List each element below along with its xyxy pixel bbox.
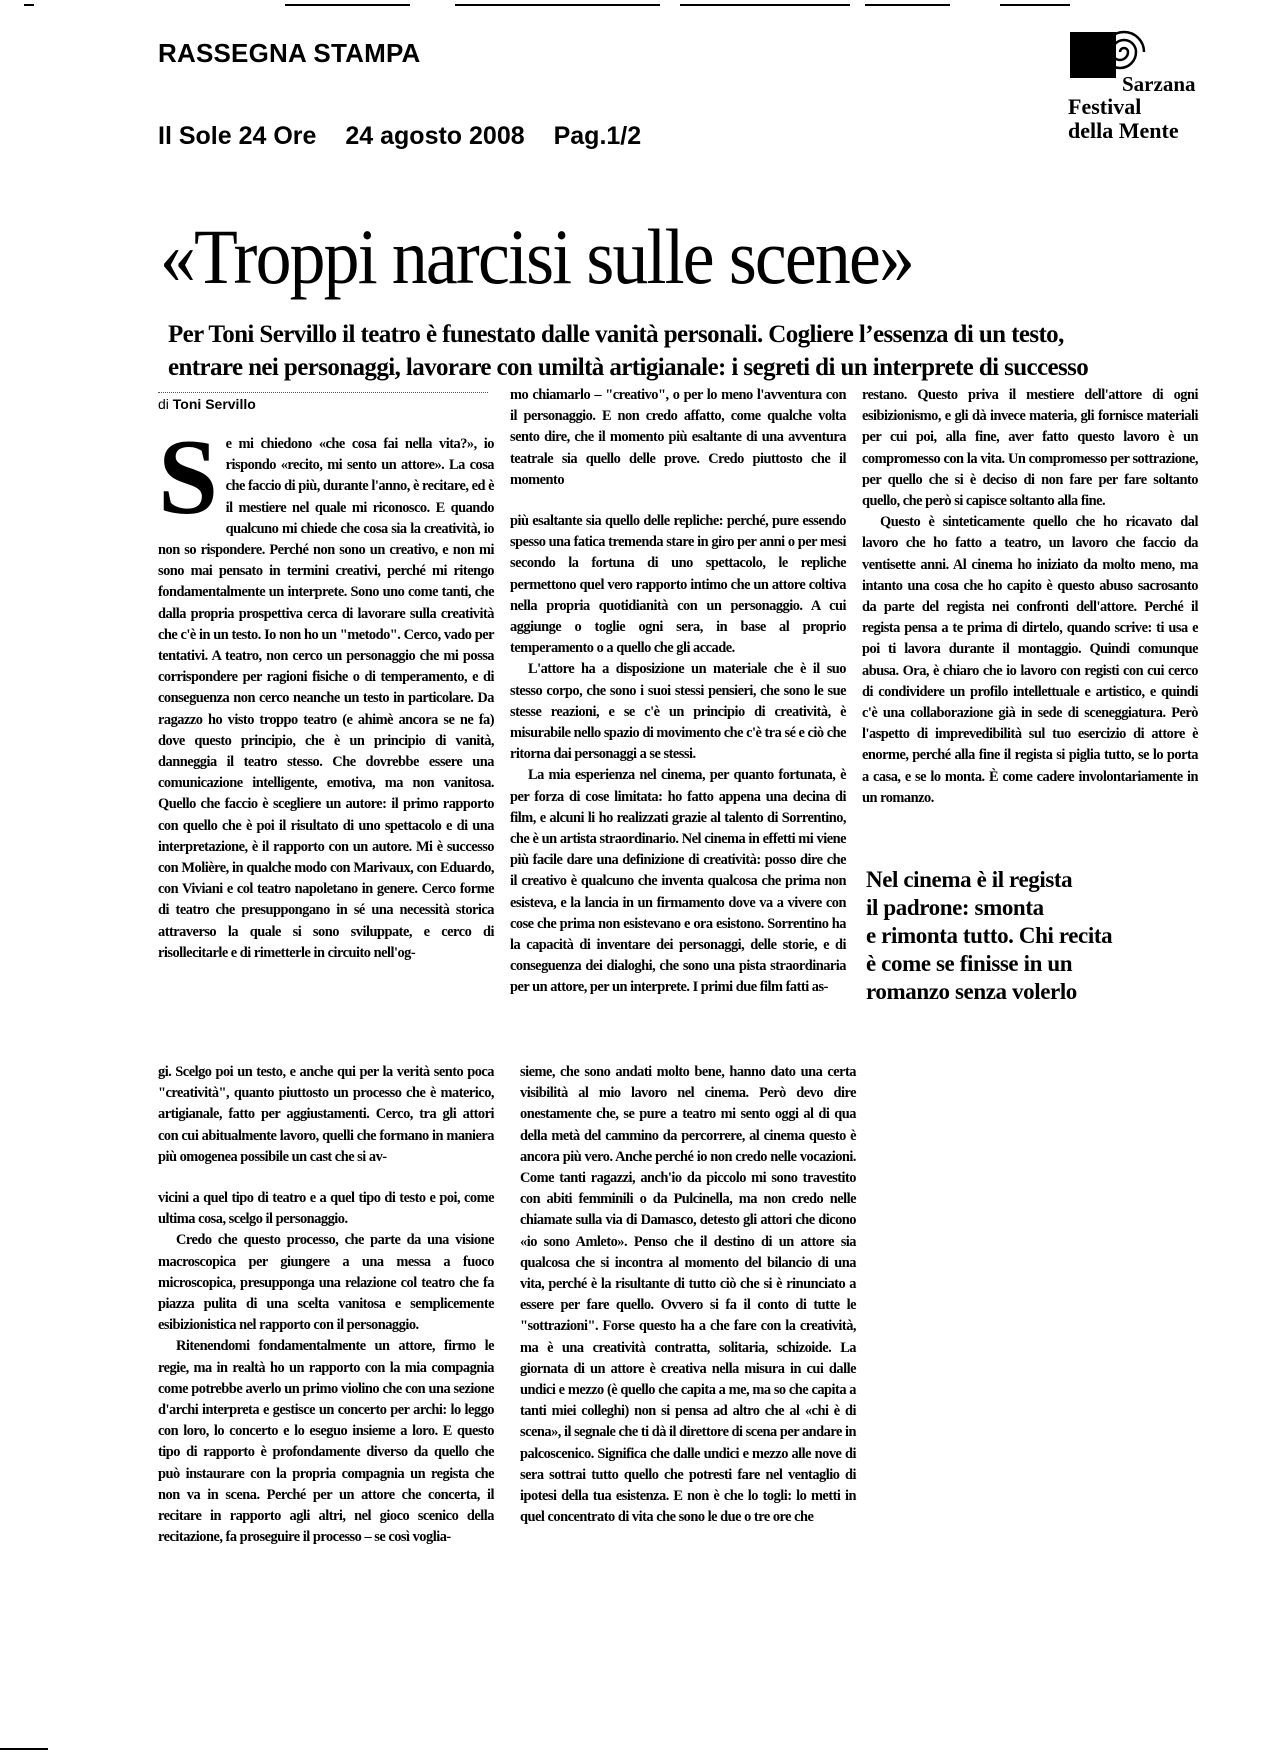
scan-artifact [865,4,950,6]
pull-quote [866,866,1196,1006]
scan-artifact [0,1748,48,1750]
scan-artifact [285,4,410,6]
pull-quote-line: Nel cinema è il regista [866,867,1073,892]
paragraph: restano. Questo priva il mestiere dell'attore di ogni esibizionismo, e gli dà invece materia, gli fornisce materiali per cui poi, alla fine, aver fatto questo lavoro è un compromesso con la vita. Un compromesso per sottrazione, per quello che si è deciso di non fare per fare soltanto quello, che però si capisce soltanto alla fine. [862,387,1198,510]
article-column-4 [158,1062,494,1548]
article-column-3 [862,385,1198,809]
logo-city: Sarzana [1122,72,1196,96]
article-headline: «Troppi narcisi sulle scene» [160,213,914,300]
article-subhead [168,318,1208,384]
scan-artifact [24,4,34,6]
logo-festival: Festival [1068,94,1142,119]
press-review-label: RASSEGNA STAMPA [158,38,421,68]
pull-quote-line: il padrone: smonta [866,895,1044,920]
byline-author: Toni Servillo [172,396,256,412]
scan-artifact [1000,4,1070,6]
paragraph: Questo è sinteticamente quello che ho ricavato dal lavoro che ho fatto a teatro, un lavoro che faccio da ventisette anni. Al cinema ho iniziato da molto meno, ma intanto una cosa che ho capito è questo abuso sacrosanto da parte del regista nei confronti dell'attore. Perché il regista pensa a te prima di dirtelo, quando scrive: ti usa e poi ti lavora durante il montaggio. Quindi comunque abusa. Ora, è chiaro che io lavoro con registi con cui cerco di condividere un profilo intellettuale e artistico, e quindi c'è una collaborazione già in sede di sceneggiatura. Però l'aspetto di imprevedibilità sul tuo esercizio di attore è enorme, perché alla fine il regista si piglia tutto, se lo porta a casa, e se lo monta. È come cadere involontariamente in un romanzo. [862,514,1198,806]
paragraph: Ritenendomi fondamentalmente un attore, firmo le regie, ma in realtà ho un rapporto con la mia compagnia come potrebbe averlo un primo violino che con una sezione d'archi interpreta e gestisce un concerto per archi: lo leggo con loro, lo concerto e lo eseguo insieme a loro. E questo tipo di rapporto è profondamente diverso da quello che può instaurare con la propria compagnia un regista che non va in scena. Perché per un attore che concerta, il recitare in rapporto agli altri, nel gioco scenico della recitazione, fa proseguire il processo – se così voglia- [158,1338,494,1546]
drop-cap: S [158,418,218,537]
subhead-line: entrare nei personaggi, lavorare con umiltà artigianale: i segreti di un interprete di successo [168,354,1089,381]
festival-logo [1064,22,1274,152]
logo-della-mente: della Mente [1068,118,1179,143]
pull-quote-line: romanzo senza volerlo [866,979,1077,1004]
paragraph: La mia esperienza nel cinema, per quanto fortunata, è per forza di cose limitata: ho fatto appena una decina di film, e alcuni li ho realizzati grazie al talento di Sorrentino, che è un artista straordinario. Nel cinema in effetti mi viene più facile dare una definizione di creatività: posso dire che il creativo è qualcuno che inventa qualcosa che prima non esisteva, e la lancia in un firmamento dove va a vivere con cose che prima non esistevano e ora esistono. Sorrentino ha la capacità di inventare dei personaggi, delle storie, e di conseguenza dei dialoghi, che sono una pista straordinaria per un attore, per un interprete. I primi due film fatti as- [510,767,846,996]
paragraph: più esaltante sia quello delle repliche: perché, pure essendo spesso una fatica tremenda stare in giro per anni o per mesi secondo la fortuna di uno spettacolo, le repliche permettono quel vero rapporto intimo che un attore coltiva nella propria quotidianità con un personaggio. A cui aggiunge o toglie ogni sera, in base al proprio temperamento o a quello che gli accade. [510,513,846,657]
article-column-1 [158,418,494,964]
paragraph: gi. Scelgo poi un testo, e anche qui per la verità sento poca "creatività", quanto piuttosto un processo che è materico, artigianale, fatto per aggiustamenti. Cerco, tra gli attori con cui abitualmente lavoro, quelli che formano in maniera più omogenea possibile un cast che si av- [158,1064,494,1165]
paragraph: Credo che questo processo, che parte da una visione macroscopica per giungere a una messa a fuoco microscopica, presupponga una relazione col teatro che fa piazza pulita di una scelta vanitosa e semplicemente esibizionistica nel rapporto con il personaggio. [158,1232,494,1334]
publication-date: 24 agosto 2008 [345,122,525,150]
article-column-2 [510,385,846,999]
page-number: Pag.1/2 [553,122,642,150]
scan-artifact [680,4,850,6]
paragraph: L'attore ha a disposizione un materiale che è il suo stesso corpo, che sono i suoi stessi pensieri, che sono le sue stesse reazioni, e se c'è un principio di creatività, è misurabile nello spazio di movimento che c'è tra sé e ciò che ritorna dai personaggi a se stessi. [510,661,846,763]
newspaper-name: Il Sole 24 Ore [158,122,317,150]
paragraph: sieme, che sono andati molto bene, hanno dato una certa visibilità al mio lavoro nel cinema. Però devo dire onestamente che, se pure a teatro mi sento oggi al di qua della metà del cammino da percorrere, al cinema questo è ancora più vero. Anche perché io non credo nelle vocazioni. Come tanti ragazzi, anch'io da piccolo mi sono travestito con abiti femminili o da Pulcinella, ma non credo nelle chiamate sulla via di Damasco, detesto gli attori che dicono «io sono Amleto». Penso che il destino di un attore sia qualcosa che si incontra al momento del bilancio di una vita, perché è la risultante di tutto ciò che si è rinunciato a essere per fare quello. Ovvero si fa il conto di tutte le "sottrazioni". Forse questo ha a che fare con la creatività, ma è una creatività contratta, solitaria, schizoide. La giornata di un attore è creativa nella misura in cui dalle undici e mezzo (è quello che capita a me, ma so che capita a tanti miei colleghi) non si pensa ad altro che al «chi è di scena», il segnale che ti dà il direttore di scena per andare in palcoscenico. Significa che dalle undici e mezzo alle nove di sera sottrai tutto quello che potresti fare nel ventaglio di ipotesi della tua esistenza. E non è che lo togli: lo metti in quel concentrato di vita che sono le due o tre ore che [520,1064,856,1526]
pull-quote-line: è come se finisse in un [866,951,1073,976]
paragraph: vicini a quel tipo di teatro e a quel tipo di testo e poi, come ultima cosa, scelgo il personaggio. [158,1190,494,1228]
paragraph: mo chiamarlo – "creativo", o per lo meno l'avventura con il personaggio. E non credo affatto, come qualche volta sento dire, che il momento più esaltante di una avventura teatrale sia quello delle prove. Credo piuttosto che il momento [510,387,846,488]
scan-artifact [455,4,660,6]
pull-quote-line: e rimonta tutto. Chi recita [866,923,1113,948]
byline-prefix: di [158,396,169,412]
article-column-5 [520,1062,856,1528]
byline-rule [158,392,488,393]
byline [158,396,256,412]
subhead-line: Per Toni Servillo il teatro è funestato dalle vanità personali. Cogliere l’essenza di un testo, [168,321,1064,348]
source-line [158,122,663,151]
paragraph: e mi chiedono «che cosa fai nella vita?», io rispondo «recito, mi sento un attore». La cosa che faccio di più, durante l'anno, è recitare, ed è il mestiere nel quale mi riconosco. E quando qualcuno mi chiede che cosa sia la creatività, io non so rispondere. Perché non sono un creativo, e non mi sono mai pensato in termini creativi, perché mi ritengo fondamentalmente un interprete. Sono uno come tanti, che dalla propria prospettiva cerca di lavorare sulla creatività che c'è in un testo. Io non ho un "metodo". Cerco, vado per tentativi. A teatro, non cerco un personaggio che mi possa corrispondere per ragioni fisiche o di temperamento, e di conseguenza non cerco neanche un testo in particolare. Da ragazzo ho visto troppo teatro (e ahimè ancora se ne fa) dove questo principio, che è un principio di vanità, danneggia il teatro stesso. Che dovrebbe essere una comunicazione intelligente, emotiva, ma non vanitosa. Quello che faccio è scegliere un autore: il primo rapporto con quello che è poi il risultato di uno spettacolo e di una interpretazione, è il rapporto con un autore. Mi è successo con Molière, in qualche modo con Marivaux, con Eduardo, con Viviani e col teatro napoletano in genere. Cerco forme di teatro che presuppongano in sé una necessità storica attraverso la quale si sono sviluppate, e cerco di risollecitarle e di rimetterle in circuito nell'og- [158,436,494,961]
press-review-header [158,38,421,69]
